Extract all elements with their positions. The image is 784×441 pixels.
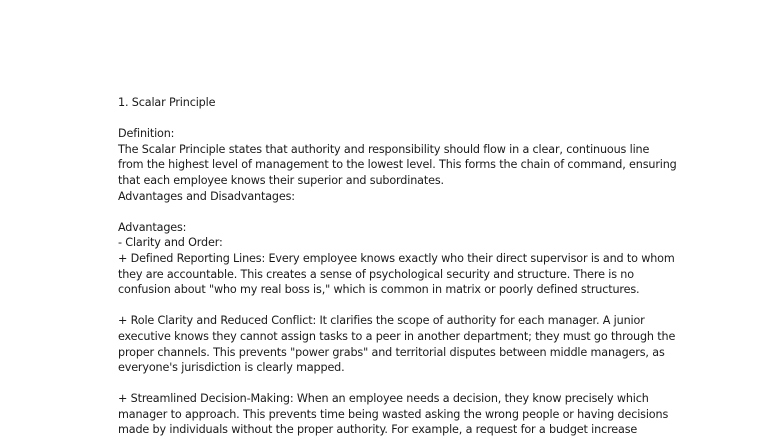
point3-line-2: manager to approach. This prevents time being wasted asking the wrong people or having decisions xyxy=(118,407,669,421)
blank-line xyxy=(118,376,678,392)
adv-disadv-label: Advantages and Disadvantages: xyxy=(118,189,295,203)
definition-line-1: The Scalar Principle states that authority and responsibility should flow in a clear, continuous line xyxy=(118,142,650,156)
point3-line-3: made by individuals without the proper authority. For example, a request for a budget increase xyxy=(118,423,638,437)
clarity-label: - Clarity and Order: xyxy=(118,236,223,250)
point2-line-3: proper channels. This prevents "power grabs" and territorial disputes between middle managers, as xyxy=(118,345,665,359)
point1-line-2: they are accountable. This creates a sense of psychological security and structure. There is no xyxy=(118,267,634,281)
advantages-label: Advantages: xyxy=(118,220,187,234)
blank-line xyxy=(118,111,678,127)
section-heading: 1. Scalar Principle xyxy=(118,96,216,109)
blank-line xyxy=(118,298,678,314)
blank-line xyxy=(118,204,678,220)
definition-line-3: that each employee knows their superior and subordinates. xyxy=(118,173,444,187)
point2-line-2: executive knows they cannot assign tasks to a peer in another department; they must go through the xyxy=(118,329,676,343)
document-body xyxy=(118,95,678,438)
point2-line-4: everyone's jurisdiction is clearly mapped. xyxy=(118,361,345,375)
point3-line-1: + Streamlined Decision-Making: When an employee needs a decision, they know precisely which xyxy=(118,392,649,406)
point1-line-1: + Defined Reporting Lines: Every employee knows exactly who their direct supervisor is and to whom xyxy=(118,251,675,265)
definition-line-2: from the highest level of management to the lowest level. This forms the chain of command, ensuring xyxy=(118,158,677,172)
point1-line-3: confusion about "who my real boss is," which is common in matrix or poorly defined structures. xyxy=(118,283,640,297)
point2-line-1: + Role Clarity and Reduced Conflict: It clarifies the scope of authority for each manager. A junior xyxy=(118,314,645,328)
definition-label: Definition: xyxy=(118,127,175,141)
